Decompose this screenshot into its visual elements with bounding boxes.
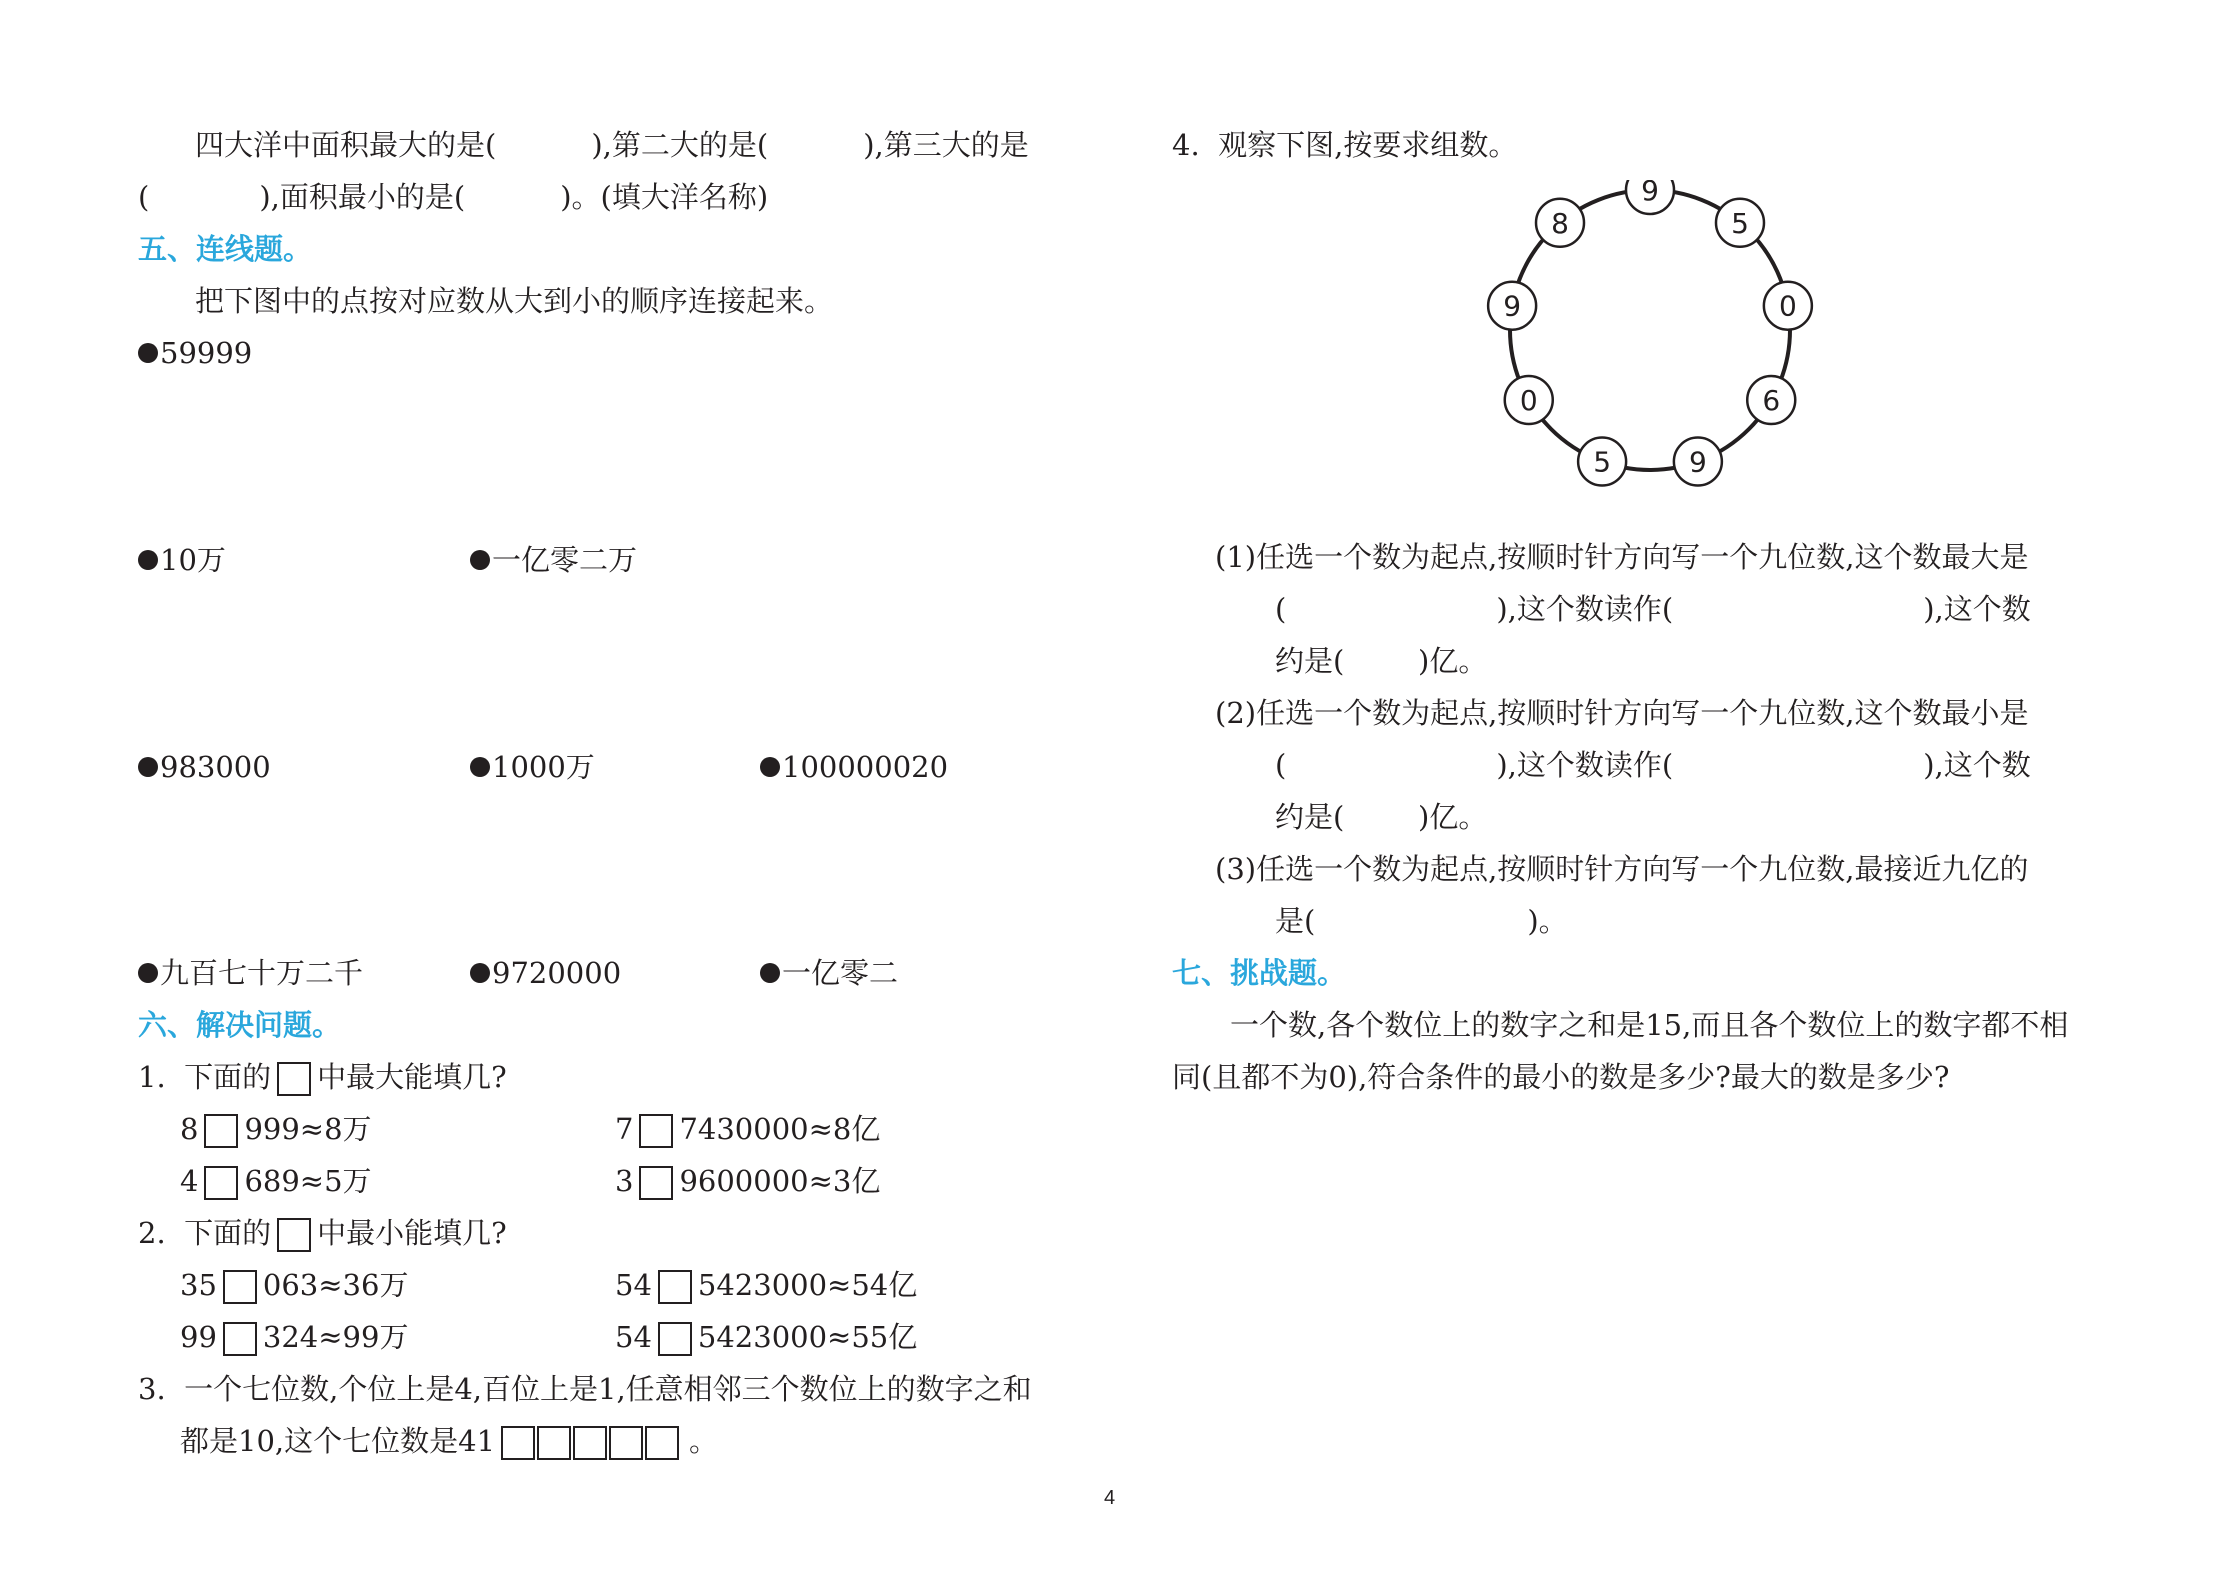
section-5-title: 五、连线题。	[138, 232, 313, 266]
part-1-line-1: (1)任选一个数为起点,按顺时针方向写一个九位数,这个数最大是	[1215, 540, 2029, 574]
digit-node-label: 0	[1778, 289, 1797, 323]
number-circle-diagram	[1470, 180, 1840, 520]
digit-node-label: 9	[1503, 289, 1522, 323]
q1-item-pre: 3	[615, 1164, 634, 1198]
answer-box[interactable]	[645, 1426, 679, 1460]
q2-item	[615, 1317, 917, 1357]
intro-text-c: ),第三大的是	[863, 128, 1029, 162]
intro-line-2	[138, 177, 768, 217]
dot-label: 9720000	[492, 956, 622, 990]
digit-node-label: 8	[1551, 206, 1569, 240]
q2-item-post: 5423000≈55亿	[697, 1320, 918, 1354]
answer-box[interactable]	[609, 1426, 643, 1460]
q2-item	[180, 1317, 408, 1357]
part-2-line-1: (2)任选一个数为起点,按顺时针方向写一个九位数,这个数最小是	[1215, 696, 2029, 730]
answer-box[interactable]	[573, 1426, 607, 1460]
intro-text-a: 四大洋中面积最大的是(	[195, 128, 497, 162]
dot-item[interactable]	[760, 953, 898, 993]
question-1-text-a: 1. 下面的	[138, 1060, 272, 1094]
dot-label: 一亿零二	[782, 956, 899, 990]
dot-item[interactable]	[138, 953, 363, 993]
digit-node	[1536, 199, 1584, 247]
dot-label: 59999	[160, 336, 253, 370]
dot-label: 100000020	[782, 750, 949, 784]
dot-marker	[470, 757, 490, 777]
question-2-text-b: 中最小能填几?	[317, 1216, 507, 1250]
answer-box	[277, 1062, 311, 1096]
section-6-title: 六、解决问题。	[138, 1008, 342, 1042]
q1-item-pre: 8	[180, 1112, 199, 1146]
q1-item-pre: 4	[180, 1164, 199, 1198]
part-3-line-1: (3)任选一个数为起点,按顺时针方向写一个九位数,最接近九亿的	[1215, 852, 2029, 886]
part-1-text-a: (	[1275, 592, 1287, 626]
answer-box[interactable]	[204, 1166, 238, 1200]
digit-node-label: 5	[1593, 445, 1612, 479]
digit-node	[1674, 438, 1722, 486]
section-7-title: 七、挑战题。	[1172, 956, 1347, 990]
digit-node	[1488, 282, 1536, 330]
digit-node-label: 6	[1762, 384, 1781, 417]
dot-marker	[760, 757, 780, 777]
part-1-text-c: ),这个数	[1923, 592, 2031, 626]
question-1-text-b: 中最大能填几?	[317, 1060, 507, 1094]
section-5-instruction: 把下图中的点按对应数从大到小的顺序连接起来。	[195, 284, 834, 318]
dot-item[interactable]	[138, 540, 226, 580]
dot-item[interactable]	[470, 540, 637, 580]
part-2-line-3: 约是( )亿。	[1275, 800, 1488, 834]
intro-line-1	[195, 125, 1029, 165]
digit-node-label: 0	[1519, 384, 1538, 417]
part-2-text-c: ),这个数	[1923, 748, 2031, 782]
dot-marker	[470, 550, 490, 570]
q1-item-post: 999≈8万	[244, 1112, 372, 1146]
question-3-line-1: 3. 一个七位数,个位上是4,百位上是1,任意相邻三个数位上的数字之和	[138, 1372, 1032, 1406]
dot-marker	[138, 343, 158, 363]
dot-marker	[760, 963, 780, 983]
dot-label: 10万	[160, 543, 226, 577]
dot-marker	[138, 963, 158, 983]
dot-label: 一亿零二万	[492, 543, 638, 577]
part-1-line-3: 约是( )亿。	[1275, 644, 1488, 678]
q2-item	[615, 1265, 917, 1305]
digit-node	[1747, 376, 1795, 424]
q2-item-post: 063≈36万	[262, 1268, 409, 1302]
q2-item-pre: 99	[180, 1320, 217, 1354]
q1-item-post: 7430000≈8亿	[679, 1112, 881, 1146]
digit-node	[1716, 199, 1764, 247]
dot-label: 1000万	[492, 750, 595, 784]
intro-text-b: ),面积最小的是(	[259, 180, 466, 214]
answer-box[interactable]	[501, 1426, 535, 1460]
dot-item[interactable]	[138, 333, 252, 373]
q1-item	[180, 1161, 372, 1201]
q1-item	[180, 1109, 372, 1149]
answer-box[interactable]	[639, 1114, 673, 1148]
question-1	[138, 1057, 507, 1097]
answer-box[interactable]	[658, 1270, 692, 1304]
digit-node	[1764, 282, 1812, 330]
dot-marker	[138, 550, 158, 570]
q2-item	[180, 1265, 408, 1305]
dot-marker	[138, 757, 158, 777]
challenge-line-1: 一个数,各个数位上的数字之和是15,而且各个数位上的数字都不相	[1230, 1008, 2069, 1042]
question-4-title: 4. 观察下图,按要求组数。	[1172, 128, 1518, 162]
challenge-line-2: 同(且都不为0),符合条件的最小的数是多少?最大的数是多少?	[1172, 1060, 1950, 1094]
q2-item-post: 324≈99万	[262, 1320, 409, 1354]
digit-node	[1626, 180, 1674, 214]
dot-item[interactable]	[138, 747, 271, 787]
question-3-line-2	[180, 1421, 718, 1461]
q1-item	[615, 1109, 880, 1149]
part-2-text-b: ),这个数读作(	[1496, 748, 1674, 782]
answer-box[interactable]	[658, 1322, 692, 1356]
answer-box[interactable]	[223, 1270, 257, 1304]
answer-box[interactable]	[204, 1114, 238, 1148]
dot-marker	[470, 963, 490, 983]
dot-item[interactable]	[470, 747, 595, 787]
answer-box[interactable]	[639, 1166, 673, 1200]
digit-node	[1505, 376, 1553, 424]
dot-item[interactable]	[760, 747, 948, 787]
q1-item-post: 9600000≈3亿	[679, 1164, 881, 1198]
digit-node-label: 9	[1641, 180, 1659, 207]
dot-label: 九百七十万二千	[160, 956, 364, 990]
dot-item[interactable]	[470, 953, 621, 993]
digit-node	[1578, 438, 1626, 486]
q2-item-pre: 35	[180, 1268, 217, 1302]
q2-item-post: 5423000≈54亿	[697, 1268, 918, 1302]
answer-box[interactable]	[223, 1322, 257, 1356]
part-2-line-2	[1275, 745, 2031, 785]
q1-item-post: 689≈5万	[244, 1164, 372, 1198]
answer-box[interactable]	[537, 1426, 571, 1460]
question-2-text-a: 2. 下面的	[138, 1216, 272, 1250]
q1-item-pre: 7	[615, 1112, 634, 1146]
question-3-text-b: 。	[689, 1424, 719, 1458]
dot-label: 983000	[160, 750, 271, 784]
intro-text-a: (	[138, 180, 150, 214]
answer-box	[277, 1218, 311, 1252]
intro-text-c: )。(填大洋名称)	[560, 180, 769, 214]
question-2	[138, 1213, 507, 1253]
q1-item	[615, 1161, 880, 1201]
part-1-line-2	[1275, 589, 2031, 629]
part-2-text-a: (	[1275, 748, 1287, 782]
question-3-text-a: 都是10,这个七位数是41	[180, 1424, 496, 1458]
page-number: 4	[1104, 1487, 1116, 1509]
part-1-text-b: ),这个数读作(	[1496, 592, 1674, 626]
part-3-line-2: 是( )。	[1275, 904, 1568, 938]
intro-text-b: ),第二大的是(	[591, 128, 769, 162]
digit-node-label: 9	[1688, 445, 1707, 479]
digit-node-label: 5	[1731, 206, 1749, 240]
q2-item-pre: 54	[615, 1268, 652, 1302]
q2-item-pre: 54	[615, 1320, 652, 1354]
